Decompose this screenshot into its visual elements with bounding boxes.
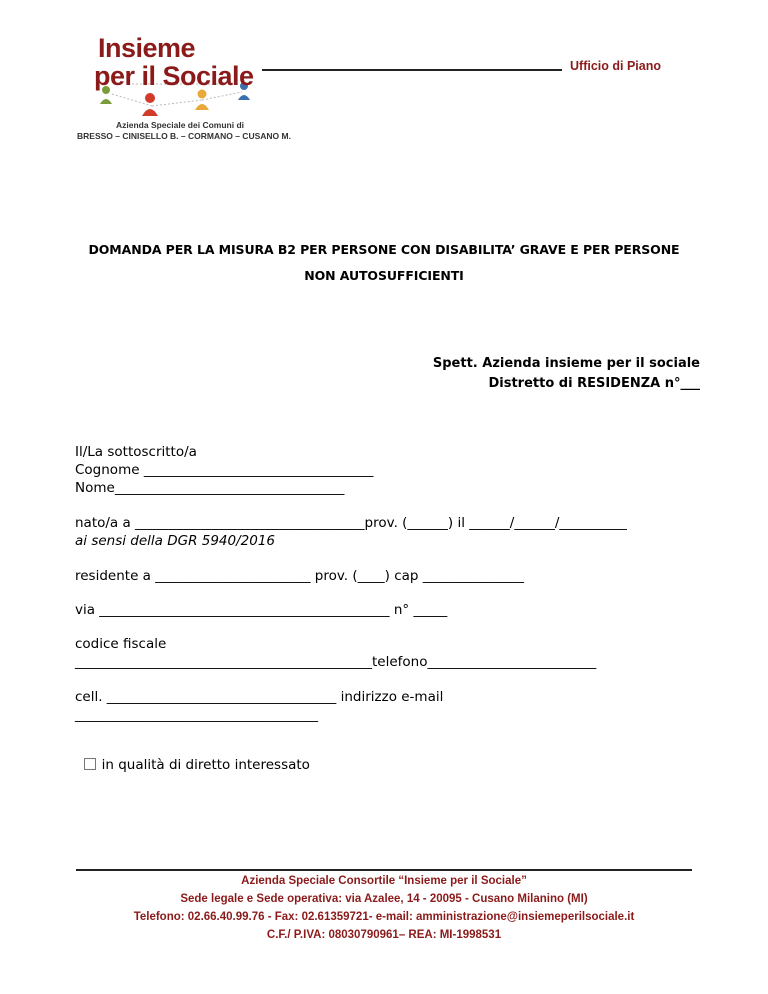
addressee-line2: Distretto di RESIDENZA n°___ [488, 376, 700, 391]
logo-text-line2: per il Sociale [94, 61, 254, 91]
cell-email-field[interactable]: cell. __________________________________ indirizzo e-mail [75, 689, 444, 705]
dgr-reference: ai sensi della DGR 5940/2016 [75, 533, 276, 549]
footer-divider [76, 869, 692, 871]
birth-field[interactable]: nato/a a __________________________________prov. (______) il ______/______/__________ [75, 515, 627, 531]
footer-address: Sede legale e Sede operativa: via Azalee, 14 - 20095 - Cusano Milanino (MI) [180, 893, 588, 905]
direct-interest-label: in qualità di diretto interessato [101, 757, 310, 773]
header-divider [262, 69, 562, 71]
footer-contacts: Telefono: 02.66.40.99.76 - Fax: 02.61359721- e-mail: amministrazione@insiemeperilsociale.it [133, 911, 635, 923]
street-field[interactable]: via ___________________________________________ n° _____ [75, 602, 448, 618]
direct-interest-checkbox[interactable] [84, 758, 96, 770]
office-label: Ufficio di Piano [570, 59, 661, 73]
footer-tax-info: C.F./ P.IVA: 08030790961– REA: MI-1998531 [266, 929, 502, 941]
footer-company: Azienda Speciale Consortile “Insieme per il Sociale” [241, 875, 527, 887]
surname-field[interactable]: Cognome __________________________________ [75, 462, 374, 478]
logo-text-line1: Insieme [98, 33, 196, 63]
addressee-line1: Spett. Azienda insieme per il sociale [432, 356, 700, 371]
tax-code-phone-field[interactable]: ____________________________________________telefono_________________________ [75, 654, 597, 670]
document-title-line1: DOMANDA PER LA MISURA B2 PER PERSONE CON DISABILITA’ GRAVE E PER PERSONE [88, 242, 680, 257]
name-field[interactable]: Nome__________________________________ [75, 480, 345, 496]
logo-subtitle: Azienda Speciale dei Comuni di [116, 120, 244, 130]
member-municipalities: BRESSO – CINISELLO B. – CORMANO – CUSANO M. [77, 131, 291, 141]
tax-code-label: codice fiscale [75, 636, 167, 652]
document-title-line2: NON AUTOSUFFICIENTI [304, 268, 464, 283]
direct-interest-option[interactable] [75, 741, 310, 773]
email-field[interactable]: ____________________________________ [75, 707, 318, 723]
residence-field[interactable]: residente a _______________________ prov. (____) cap _______________ [75, 568, 525, 584]
undersigned-label: Il/La sottoscritto/a [75, 444, 197, 460]
